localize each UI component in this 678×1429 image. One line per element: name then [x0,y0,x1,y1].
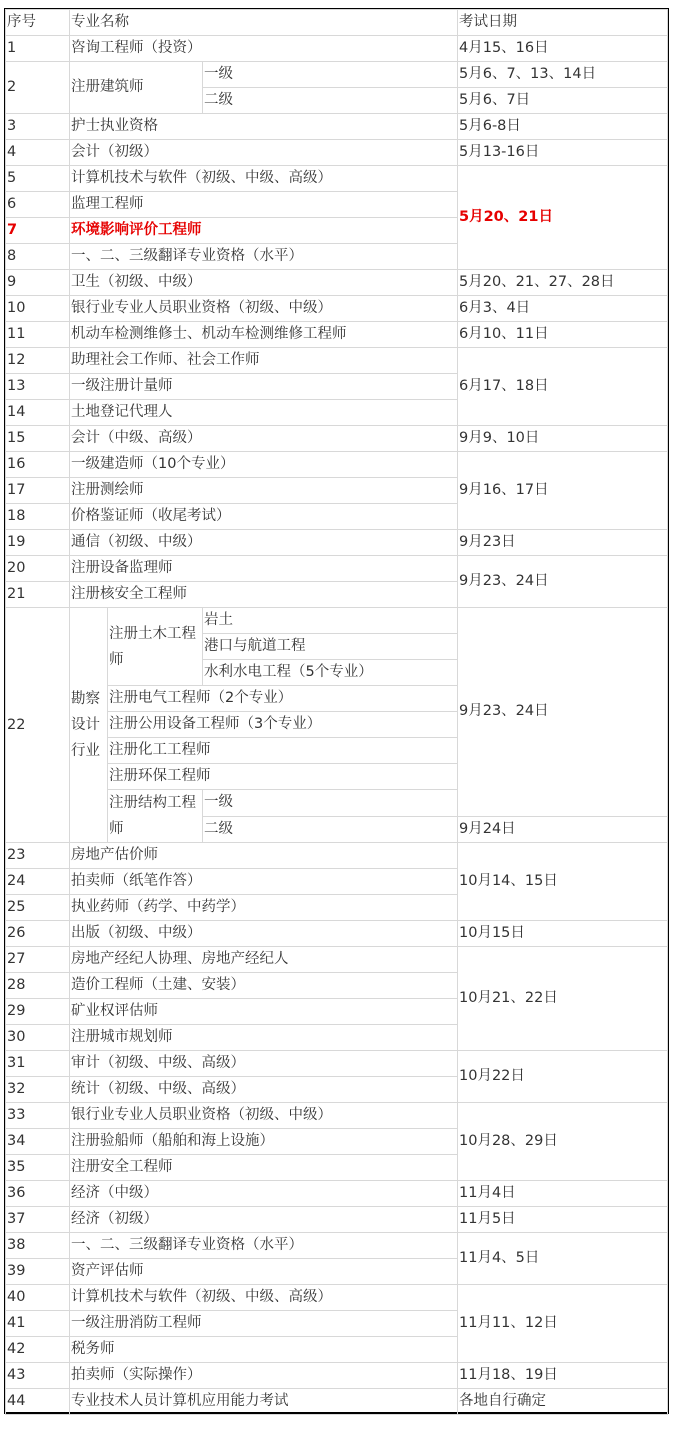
row-name: 环境影响评价工程师 [70,218,458,244]
row-subcategory: 注册环保工程师 [108,764,458,790]
row-seq: 8 [6,244,70,270]
table-row [6,140,668,166]
row-category: 勘察设计行业 [70,608,108,843]
row-seq: 13 [6,374,70,400]
row-name: 拍卖师（实际操作） [70,1363,458,1389]
row-date: 6月3、4日 [458,296,668,322]
row-name: 计算机技术与软件（初级、中级、高级） [70,1285,458,1311]
header-date: 考试日期 [458,10,668,36]
row-seq: 30 [6,1025,70,1051]
table-row [6,556,668,582]
row-name: 通信（初级、中级） [70,530,458,556]
row-name: 土地登记代理人 [70,400,458,426]
row-subname: 水利水电工程（5个专业） [203,660,458,686]
row-date: 9月23日 [458,530,668,556]
row-name: 经济（初级） [70,1207,458,1233]
row-seq: 9 [6,270,70,296]
row-date: 6月17、18日 [458,348,668,426]
row-date-highlight: 5月20、21日 [458,166,668,270]
row-name: 银行业专业人员职业资格（初级、中级） [70,296,458,322]
row-name: 造价工程师（土建、安装） [70,973,458,999]
row-subcategory: 注册公用设备工程师（3个专业） [108,712,458,738]
row-seq: 31 [6,1051,70,1077]
row-seq: 24 [6,869,70,895]
row-seq: 29 [6,999,70,1025]
row-name: 监理工程师 [70,192,458,218]
row-date: 5月20、21、27、28日 [458,270,668,296]
row-seq: 6 [6,192,70,218]
row-seq: 32 [6,1077,70,1103]
table-row [6,1207,668,1233]
row-date: 5月6、7、13、14日 [458,62,668,88]
header-seq: 序号 [6,10,70,36]
row-date: 5月6、7日 [458,88,668,114]
row-seq: 26 [6,921,70,947]
table-row [6,1285,668,1311]
row-seq: 10 [6,296,70,322]
row-seq: 12 [6,348,70,374]
row-date: 10月14、15日 [458,843,668,921]
row-name: 审计（初级、中级、高级） [70,1051,458,1077]
row-seq: 28 [6,973,70,999]
row-date: 10月28、29日 [458,1103,668,1181]
row-name: 执业药师（药学、中药学） [70,895,458,921]
row-name: 会计（中级、高级） [70,426,458,452]
table-row [6,608,668,634]
row-name: 注册测绘师 [70,478,458,504]
table-row [6,36,668,62]
row-date: 11月4日 [458,1181,668,1207]
row-subname: 一级 [203,62,458,88]
row-name: 助理社会工作师、社会工作师 [70,348,458,374]
row-subname: 二级 [203,816,458,843]
row-seq: 17 [6,478,70,504]
table-row [6,114,668,140]
row-seq: 23 [6,843,70,869]
row-name: 一、二、三级翻译专业资格（水平） [70,244,458,270]
row-seq: 36 [6,1181,70,1207]
row-name: 矿业权评估师 [70,999,458,1025]
table-row [6,1051,668,1077]
row-date: 9月23、24日 [458,556,668,608]
row-name: 统计（初级、中级、高级） [70,1077,458,1103]
row-date: 9月23、24日 [458,608,668,817]
row-name: 会计（初级） [70,140,458,166]
row-date: 11月5日 [458,1207,668,1233]
row-seq: 1 [6,36,70,62]
table-row [6,1363,668,1389]
table-row [6,947,668,973]
row-seq: 35 [6,1155,70,1181]
row-name: 卫生（初级、中级） [70,270,458,296]
row-subcategory: 注册电气工程师（2个专业） [108,686,458,712]
row-seq: 44 [6,1389,70,1415]
row-subname: 岩土 [203,608,458,634]
row-seq: 38 [6,1233,70,1259]
row-seq: 3 [6,114,70,140]
row-seq: 19 [6,530,70,556]
row-seq: 18 [6,504,70,530]
table-row [6,62,668,88]
row-name: 咨询工程师（投资） [70,36,458,62]
row-subcategory: 注册结构工程师 [108,790,203,843]
row-name: 注册核安全工程师 [70,582,458,608]
row-date: 各地自行确定 [458,1389,668,1415]
row-date: 11月11、12日 [458,1285,668,1363]
row-seq: 21 [6,582,70,608]
row-seq: 15 [6,426,70,452]
row-date: 10月21、22日 [458,947,668,1051]
row-name: 银行业专业人员职业资格（初级、中级） [70,1103,458,1129]
row-name: 出版（初级、中级） [70,921,458,947]
row-name: 机动车检测维修士、机动车检测维修工程师 [70,322,458,348]
row-subcategory: 注册土木工程师 [108,608,203,686]
table-row [6,1233,668,1259]
row-seq: 16 [6,452,70,478]
row-seq: 11 [6,322,70,348]
row-name: 资产评估师 [70,1259,458,1285]
table-row [6,426,668,452]
row-seq: 33 [6,1103,70,1129]
row-name: 注册安全工程师 [70,1155,458,1181]
table-row [6,348,668,374]
row-name: 价格鉴证师（收尾考试） [70,504,458,530]
row-date: 5月6-8日 [458,114,668,140]
table-row [6,921,668,947]
row-name: 拍卖师（纸笔作答） [70,869,458,895]
row-date: 9月16、17日 [458,452,668,530]
table-row [6,1389,668,1415]
row-seq: 43 [6,1363,70,1389]
exam-schedule-table [5,9,668,1415]
row-name: 专业技术人员计算机应用能力考试 [70,1389,458,1415]
row-seq: 5 [6,166,70,192]
row-seq: 4 [6,140,70,166]
row-seq: 34 [6,1129,70,1155]
table-header-row [6,10,668,36]
row-date: 4月15、16日 [458,36,668,62]
row-seq: 41 [6,1311,70,1337]
row-seq: 39 [6,1259,70,1285]
table-row [6,296,668,322]
row-name: 一、二、三级翻译专业资格（水平） [70,1233,458,1259]
row-date: 11月4、5日 [458,1233,668,1285]
table-row [6,166,668,192]
table-row [6,452,668,478]
row-seq: 42 [6,1337,70,1363]
row-date: 6月10、11日 [458,322,668,348]
table-row [6,843,668,869]
row-date: 5月13-16日 [458,140,668,166]
row-name: 护士执业资格 [70,114,458,140]
header-name: 专业名称 [70,10,458,36]
row-date: 9月24日 [458,816,668,843]
row-name: 税务师 [70,1337,458,1363]
row-seq: 27 [6,947,70,973]
row-subname: 港口与航道工程 [203,634,458,660]
row-date: 10月22日 [458,1051,668,1103]
row-name: 计算机技术与软件（初级、中级、高级） [70,166,458,192]
row-date: 9月9、10日 [458,426,668,452]
table-row [6,1181,668,1207]
row-subname: 二级 [203,88,458,114]
row-name: 一级建造师（10个专业） [70,452,458,478]
table-row [6,530,668,556]
row-name: 注册验船师（船舶和海上设施） [70,1129,458,1155]
row-seq: 22 [6,608,70,843]
row-name: 注册建筑师 [70,62,203,114]
row-subname: 一级 [203,790,458,817]
table-row [6,270,668,296]
row-seq: 7 [6,218,70,244]
row-date: 10月15日 [458,921,668,947]
row-subcategory: 注册化工工程师 [108,738,458,764]
row-seq: 20 [6,556,70,582]
row-name: 房地产经纪人协理、房地产经纪人 [70,947,458,973]
row-name: 一级注册计量师 [70,374,458,400]
row-name: 一级注册消防工程师 [70,1311,458,1337]
table-row [6,1103,668,1129]
row-name: 注册城市规划师 [70,1025,458,1051]
row-name: 房地产估价师 [70,843,458,869]
row-date: 11月18、19日 [458,1363,668,1389]
row-seq: 25 [6,895,70,921]
row-name: 注册设备监理师 [70,556,458,582]
row-name: 经济（中级） [70,1181,458,1207]
table-row [6,322,668,348]
row-seq: 37 [6,1207,70,1233]
row-seq: 14 [6,400,70,426]
row-seq: 40 [6,1285,70,1311]
row-seq: 2 [6,62,70,114]
